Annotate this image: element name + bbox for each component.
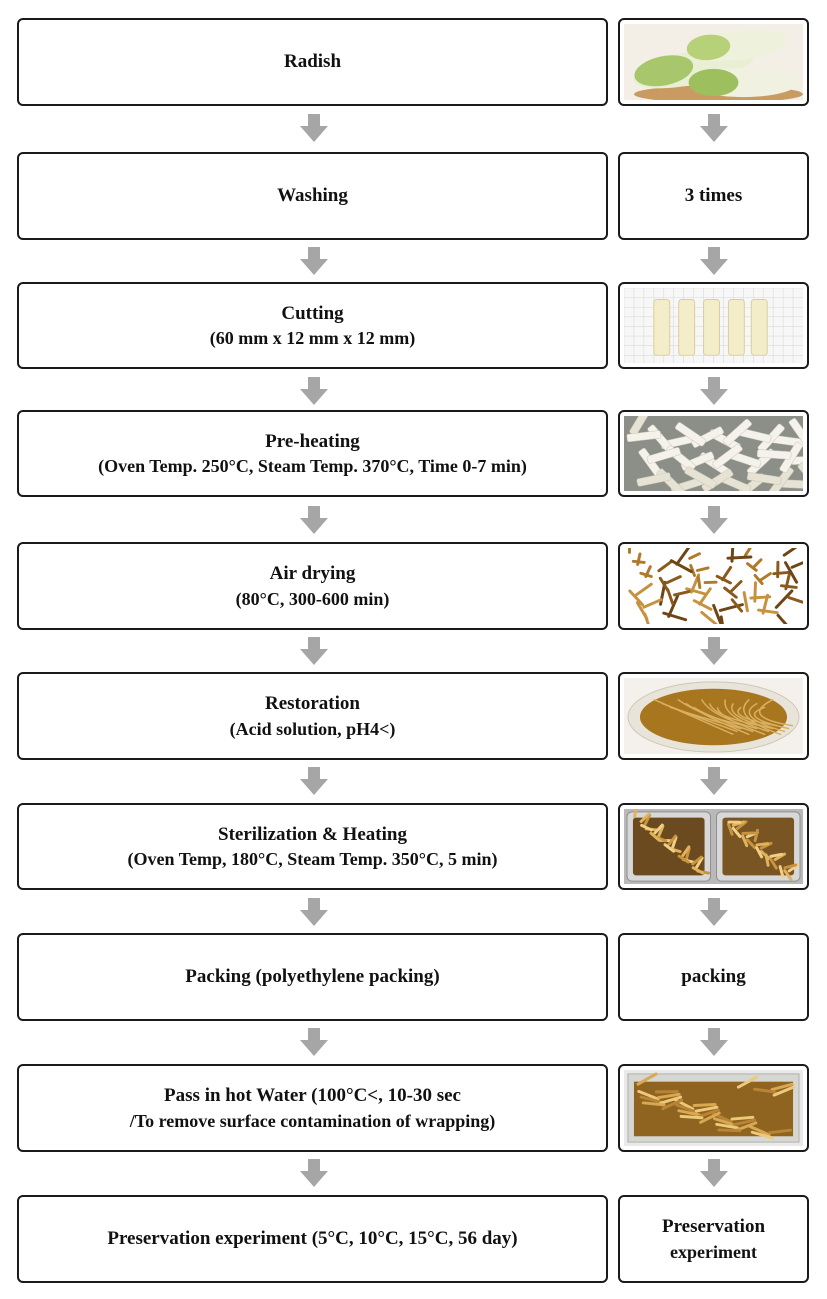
step-title: Restoration — [265, 693, 360, 715]
step-title: Sterilization & Heating — [218, 823, 407, 845]
down-arrow-icon — [300, 1159, 328, 1187]
step-note-box — [618, 933, 809, 1021]
step-box — [17, 672, 608, 760]
step-detail: (80°C, 300-600 min) — [235, 588, 390, 609]
step-title: packing — [681, 966, 746, 988]
step-title: Cutting — [281, 302, 344, 324]
down-arrow-icon-right — [700, 767, 728, 795]
packed-product-photo — [618, 1064, 809, 1152]
step-title: Washing — [277, 185, 348, 207]
step-title: Radish — [283, 51, 342, 73]
step-detail: (60 mm x 12 mm x 12 mm) — [209, 328, 416, 349]
step-title: Pass in hot Water (100°C<, 10-30 sec — [164, 1085, 461, 1107]
step-detail: (Acid solution, pH4<) — [229, 718, 396, 739]
radish-photo — [618, 18, 809, 106]
sterilization-trays-photo — [618, 803, 809, 890]
step-title: Preservation — [661, 1216, 766, 1238]
preheated-sticks-photo — [618, 410, 809, 497]
step-title: 3 times — [684, 185, 743, 207]
down-arrow-icon — [300, 377, 328, 405]
step-box — [17, 410, 608, 497]
step-note-box — [618, 152, 809, 240]
step-title: Air drying — [269, 563, 356, 585]
step-box — [17, 542, 608, 630]
step-box — [17, 18, 608, 106]
step-box — [17, 933, 608, 1021]
step-detail: (Oven Temp, 180°C, Steam Temp. 350°C, 5 min) — [127, 849, 498, 870]
down-arrow-icon-right — [700, 114, 728, 142]
down-arrow-icon — [300, 506, 328, 534]
step-title: Packing (polyethylene packing) — [185, 966, 440, 988]
step-box — [17, 803, 608, 890]
step-box — [17, 1064, 608, 1152]
dried-radish-photo — [618, 542, 809, 630]
down-arrow-icon-right — [700, 247, 728, 275]
down-arrow-icon — [300, 114, 328, 142]
step-detail: (Oven Temp. 250°C, Steam Temp. 370°C, Time 0-7 min) — [98, 456, 527, 477]
cut-sticks-photo — [618, 282, 809, 369]
restoration-bowl-photo — [618, 672, 809, 760]
step-detail: experiment — [670, 1241, 757, 1262]
step-box — [17, 1195, 608, 1283]
down-arrow-icon-right — [700, 1159, 728, 1187]
down-arrow-icon-right — [700, 506, 728, 534]
down-arrow-icon-right — [700, 637, 728, 665]
step-title: Preservation experiment (5°C, 10°C, 15°C, 56 day) — [107, 1228, 518, 1250]
down-arrow-icon — [300, 637, 328, 665]
step-title: Pre-heating — [265, 430, 360, 452]
down-arrow-icon-right — [700, 377, 728, 405]
down-arrow-icon — [300, 247, 328, 275]
step-box — [17, 152, 608, 240]
down-arrow-icon — [300, 1028, 328, 1056]
step-box — [17, 282, 608, 369]
down-arrow-icon — [300, 767, 328, 795]
down-arrow-icon — [300, 898, 328, 926]
step-detail: /To remove surface contamination of wrapping) — [129, 1110, 496, 1131]
down-arrow-icon-right — [700, 898, 728, 926]
down-arrow-icon-right — [700, 1028, 728, 1056]
step-note-box — [618, 1195, 809, 1283]
